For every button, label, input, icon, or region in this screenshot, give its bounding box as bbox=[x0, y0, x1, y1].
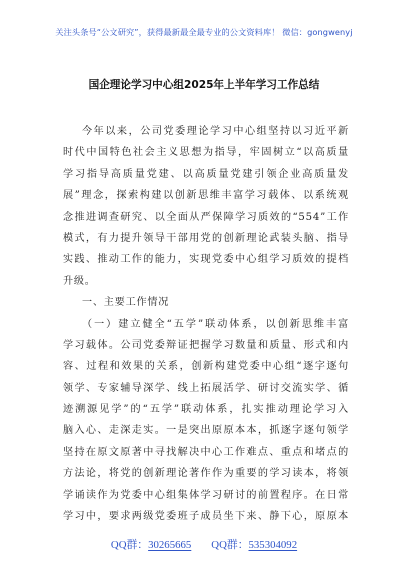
body-line: 方法论，将党的创新理论著作作为重要的学习读本，将领 bbox=[63, 468, 349, 480]
body-line: （一）建立健全“五学”联动体系，以创新思维丰富 bbox=[82, 318, 349, 330]
header-promo-note: 关注头条号“公文研究”，获得最新最全最专业的公文资料库！ 微信：gongwenyj bbox=[55, 27, 353, 37]
body-line: 学习载体。公司党委辩证把握学习数量和质量、形式和内 bbox=[63, 339, 349, 351]
document-body bbox=[63, 121, 349, 527]
body-line: 念推进调查研究、以全面从严保障学习质效的“554”工作 bbox=[63, 211, 349, 223]
body-line: 展”理念，探索构建以创新思维丰富学习载体、以系统观 bbox=[63, 190, 349, 202]
body-line: 升级。 bbox=[63, 275, 96, 287]
document-title: 国企理论学习中心组2025年上半年学习工作总结 bbox=[88, 79, 320, 91]
body-line: 坚持在原文原著中寻找解决中心工作难点、重点和堵点的 bbox=[63, 446, 349, 458]
body-line: 学习指导高质量党建、以高质量党建引领企业高质量发 bbox=[63, 168, 349, 180]
qq-group-number-2: 535304092 bbox=[248, 539, 298, 551]
body-line: 领学、专家辅导深学、线上拓展活学、研讨交流实学、循 bbox=[63, 382, 349, 394]
body-line: 学习中，要求两级党委班子成员坐下来、静下心，原原本 bbox=[63, 511, 349, 523]
qq-group-label-2: QQ群： bbox=[211, 539, 249, 551]
footer-qq-groups bbox=[0, 537, 408, 552]
body-line: 容、过程和效果的关系，创新构建党委中心组“逐字逐句 bbox=[63, 361, 349, 373]
section-heading: 一、主要工作情况 bbox=[82, 297, 170, 309]
body-line: 脑入心、走深走实。一是突出原原本本，抓逐字逐句领学 bbox=[63, 425, 349, 437]
body-line: 学诵读作为党委中心组集体学习研讨的前置程序。在日常 bbox=[63, 489, 349, 501]
body-line: 今年以来，公司党委理论学习中心组坚持以习近平新 bbox=[82, 126, 349, 137]
body-line: 实践、推动工作的能力，实现党委中心组学习质效的提档 bbox=[63, 254, 349, 266]
qq-group-label-1: QQ群： bbox=[110, 539, 149, 551]
body-line: 模式，有力提升领导干部用党的创新理论武装头脑、指导 bbox=[63, 232, 349, 244]
body-line: 时代中国特色社会主义思想为指导，牢固树立“以高质量 bbox=[63, 147, 349, 159]
body-line: 迹溯源见学”的“五学”联动体系，扎实推动理论学习入 bbox=[63, 404, 349, 416]
qq-group-number-1: 30265665 bbox=[148, 539, 192, 551]
